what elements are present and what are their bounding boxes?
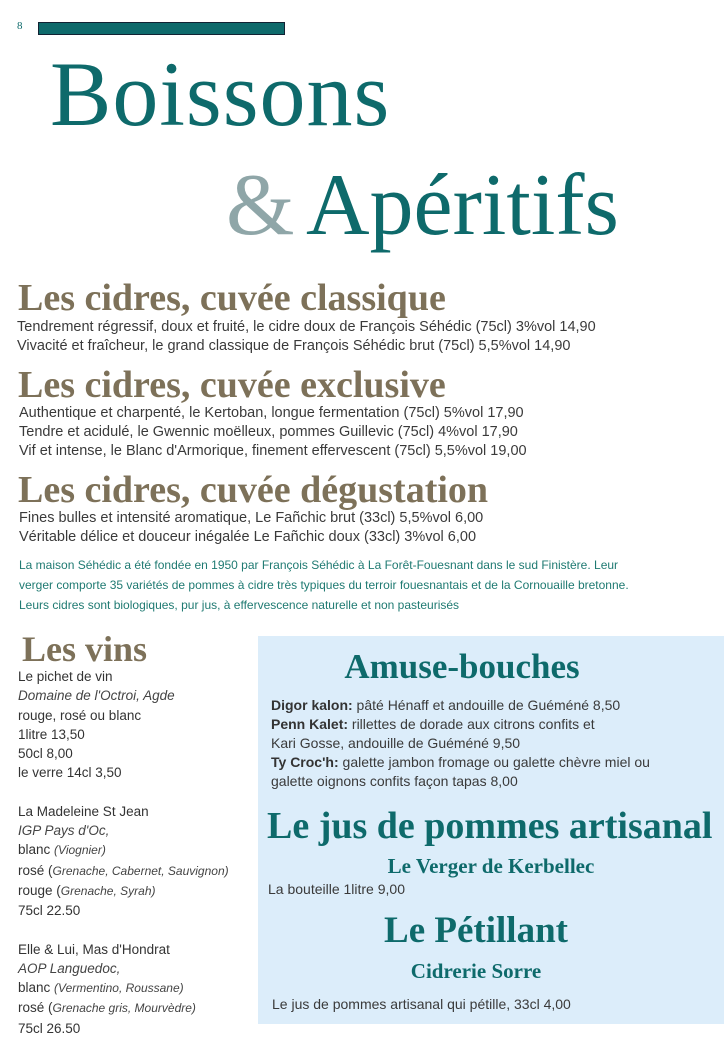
petillant-producer: Cidrerie Sorre bbox=[410, 959, 542, 983]
wine-price: 75cl 22.50 bbox=[18, 903, 81, 919]
cidres-exclusive-heading: Les cidres, cuvée exclusive bbox=[18, 364, 446, 406]
wine-line: rouge (Grenache, Syrah) bbox=[18, 882, 156, 898]
wine-line: rosé (Grenache, Cabernet, Sauvignon) bbox=[18, 862, 229, 878]
amuse-item: Digor kalon: pâté Hénaff et andouille de Guéméné 8,50 bbox=[271, 697, 621, 713]
cidres-classique-heading: Les cidres, cuvée classique bbox=[18, 277, 446, 319]
wine-name: Elle & Lui, Mas d'Hondrat bbox=[18, 941, 170, 957]
title-boissons: Boissons bbox=[50, 43, 391, 145]
wine-line: blanc (Viognier) bbox=[18, 842, 106, 858]
header-bar bbox=[38, 22, 285, 35]
cidre-item: Tendrement régressif, doux et fruité, le cidre doux de François Séhédic (75cl) 3%vol 14,90 bbox=[17, 319, 596, 335]
wine-origin: Domaine de l'Octroi, Agde bbox=[18, 688, 175, 704]
amuse-item-cont: Kari Gosse, andouille de Guéméné 9,50 bbox=[271, 735, 521, 751]
wine-origin: AOP Languedoc, bbox=[18, 960, 121, 976]
wine-line: blanc (Vermentino, Roussane) bbox=[18, 980, 184, 996]
sehedic-note: Leurs cidres sont biologiques, pur jus, à effervescence naturelle et non pasteurisés bbox=[19, 598, 460, 612]
amuse-heading: Amuse-bouches bbox=[344, 647, 580, 686]
jus-producer: Le Verger de Kerbellec bbox=[387, 854, 595, 878]
wine-line: 50cl 8,00 bbox=[18, 746, 73, 762]
sehedic-note: La maison Séhédic a été fondée en 1950 par François Séhédic à La Forêt-Fouesnant dans le sud Finistère. Leur bbox=[19, 558, 619, 572]
wine-name: La Madeleine St Jean bbox=[18, 803, 149, 819]
vins-heading: Les vins bbox=[22, 629, 148, 669]
amuse-item: Penn Kalet: rillettes de dorade aux citrons confits et bbox=[271, 716, 595, 732]
wine-line: rouge, rosé ou blanc bbox=[18, 707, 142, 723]
cidres-degustation-heading: Les cidres, cuvée dégustation bbox=[18, 469, 489, 511]
jus-heading: Le jus de pommes artisanal bbox=[267, 805, 713, 847]
petillant-item: Le jus de pommes artisanal qui pétille, 33cl 4,00 bbox=[272, 996, 571, 1012]
wine-name: Le pichet de vin bbox=[18, 669, 113, 684]
wine-list bbox=[18, 667, 229, 1038]
page-number: 8 bbox=[17, 20, 23, 32]
title-ampersand: & bbox=[226, 157, 295, 254]
petillant-heading: Le Pétillant bbox=[384, 910, 568, 951]
wine-price: 75cl 26.50 bbox=[18, 1020, 81, 1036]
cidre-item: Authentique et charpenté, le Kertoban, longue fermentation (75cl) 5%vol 17,90 bbox=[19, 405, 524, 421]
sehedic-note: verger comporte 35 variétés de pommes à cidre très typiques du terroir fouesnantais et de la Cornouaille bretonne. bbox=[19, 578, 629, 592]
wine-line: le verre 14cl 3,50 bbox=[18, 765, 122, 781]
amuse-item-cont: galette oignons confits façon tapas 8,00 bbox=[271, 773, 518, 789]
wine-line: rosé (Grenache gris, Mourvèdre) bbox=[18, 1000, 196, 1016]
jus-item: La bouteille 1litre 9,00 bbox=[268, 881, 405, 897]
cidre-item: Tendre et acidulé, le Gwennic moëlleux, pommes Guillevic (75cl) 4%vol 17,90 bbox=[19, 424, 518, 440]
wine-line: 1litre 13,50 bbox=[18, 726, 85, 742]
title-aperitifs: Apéritifs bbox=[306, 157, 619, 254]
amuse-item: Ty Croc'h: galette jambon fromage ou galette chèvre miel ou bbox=[271, 754, 650, 770]
cidre-item: Véritable délice et douceur inégalée Le Fañchic doux (33cl) 3%vol 6,00 bbox=[19, 529, 477, 545]
amuse-list bbox=[271, 696, 650, 791]
cidre-item: Vif et intense, le Blanc d'Armorique, finement effervescent (75cl) 5,5%vol 19,00 bbox=[19, 443, 527, 459]
cidre-item: Fines bulles et intensité aromatique, Le Fañchic brut (33cl) 5,5%vol 6,00 bbox=[19, 510, 484, 526]
cidre-item: Vivacité et fraîcheur, le grand classique de François Séhédic brut (75cl) 5,5%vol 14,90 bbox=[17, 338, 571, 354]
wine-origin: IGP Pays d'Oc, bbox=[18, 823, 110, 839]
